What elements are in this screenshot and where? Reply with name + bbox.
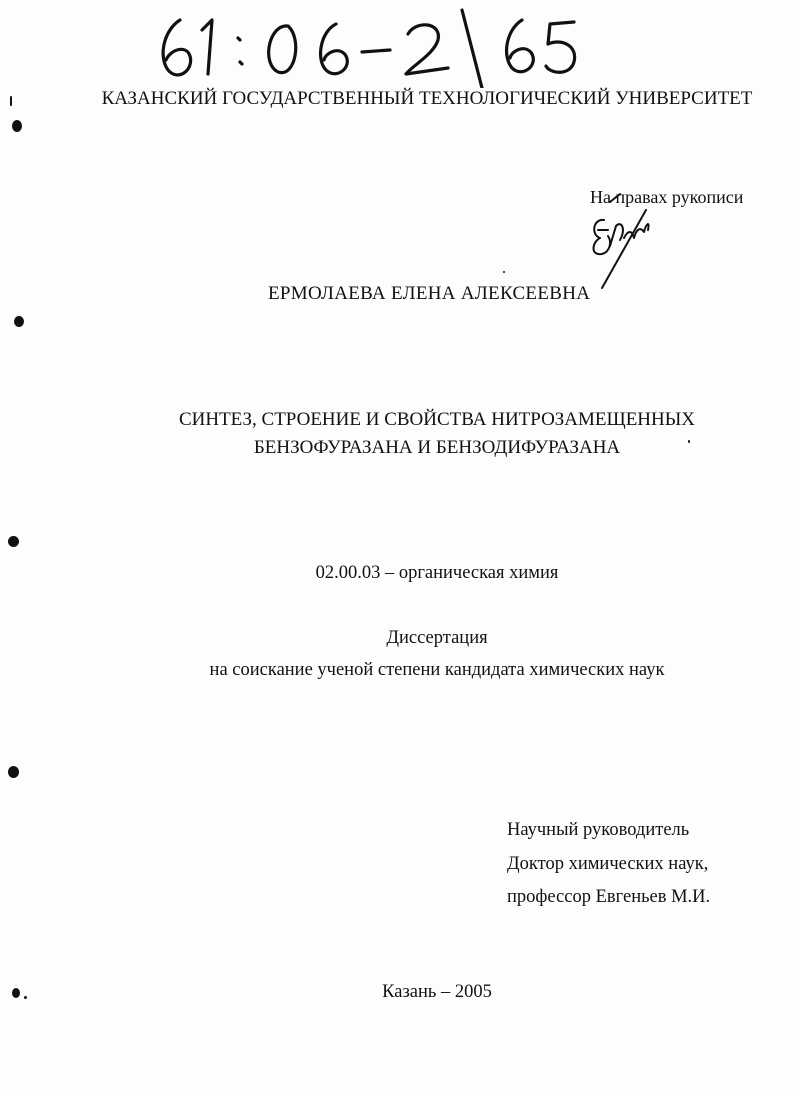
manuscript-rights-note: На правах рукописи <box>590 187 744 207</box>
supervisor-name: профессор Евгеньев М.И. <box>507 887 711 907</box>
author-name: ЕРМОЛАЕВА ЕЛЕНА АЛЕКСЕЕВНА <box>268 283 591 304</box>
work-type: Диссертация <box>386 628 488 648</box>
scan-mark <box>10 96 12 106</box>
handwritten-archive-number <box>150 8 590 88</box>
scan-mark <box>503 271 505 273</box>
thesis-title-line-1: СИНТЕЗ, СТРОЕНИЕ И СВОЙСТВА НИТРОЗАМЕЩЕННЫХ <box>178 409 696 430</box>
scan-mark <box>8 536 19 547</box>
supervisor-title: Доктор химических наук, <box>507 854 709 874</box>
thesis-title-line-2: БЕНЗОФУРАЗАНА И БЕНЗОДИФУРАЗАНА <box>253 437 621 458</box>
city-year: Казань – 2005 <box>382 982 492 1002</box>
scan-mark <box>24 996 27 999</box>
supervisor-role: Научный руководитель <box>507 820 690 840</box>
speciality-code: 02.00.03 – органическая химия <box>315 563 559 583</box>
author-signature <box>580 190 670 290</box>
scan-mark <box>8 766 19 778</box>
scan-mark <box>14 316 24 327</box>
scan-mark <box>12 120 22 132</box>
scan-mark <box>688 440 690 443</box>
university-name: КАЗАНСКИЙ ГОСУДАРСТВЕННЫЙ ТЕХНОЛОГИЧЕСКИЙ УНИВЕРСИТЕТ <box>101 88 753 109</box>
degree-statement: на соискание ученой степени кандидата химических наук <box>209 660 665 680</box>
scan-mark <box>12 988 20 998</box>
